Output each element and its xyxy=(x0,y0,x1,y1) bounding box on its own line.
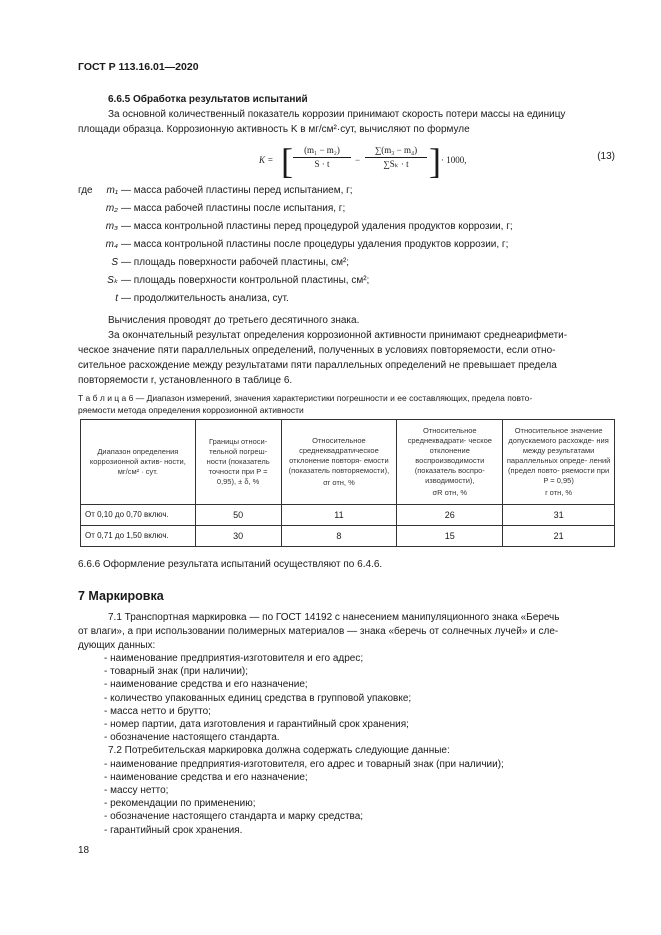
list-7-1 xyxy=(104,652,624,837)
variable-definitions xyxy=(78,185,614,311)
fraction-working xyxy=(293,145,351,169)
definition-row xyxy=(78,239,614,257)
equation-number: (13) xyxy=(597,151,615,162)
formula-multiplier: · 1000, xyxy=(441,155,467,165)
table-cell: 21 xyxy=(503,526,615,547)
where-label: где xyxy=(78,185,93,196)
paragraph-line: 7.1 Транспортная маркировка — по ГОСТ 14192 с нанесением манипуляционного знака «Беречь xyxy=(108,612,560,623)
list-item: - масса нетто и брутто; xyxy=(104,705,211,717)
formula-13 xyxy=(255,143,615,181)
fraction-denominator: ∑Sₖ · t xyxy=(383,159,409,169)
list-item: - обозначение настоящего стандарта и марку средства; xyxy=(104,811,364,823)
list-item: - обозначение настоящего стандарта. xyxy=(104,732,280,744)
paragraph-line: повторяемости r, установленного в таблице 6. xyxy=(78,375,293,386)
list-item: - наименование предприятия-изготовителя и его адрес; xyxy=(104,653,364,664)
definition-text: — площадь поверхности рабочей пластины, см²; xyxy=(121,257,350,268)
section-title: 6.6.5 Обработка результатов испытаний xyxy=(108,94,308,105)
minus-sign: − xyxy=(355,155,361,165)
fraction-numerator: ∑(m₃ − m₄) xyxy=(365,145,427,158)
definition-text: — масса контрольной пластины после процедуры удаления продуктов коррозии, г; xyxy=(121,239,509,250)
table-cell: От 0,71 до 1,50 включ. xyxy=(81,526,196,547)
definition-row xyxy=(78,221,614,239)
table-cell: 15 xyxy=(397,526,503,547)
table-cell: 11 xyxy=(281,505,397,526)
table-caption xyxy=(78,392,618,416)
caption-line: ряемости метода определения коррозионной активности xyxy=(78,405,304,415)
definition-symbol: t xyxy=(115,293,118,304)
section-7-1 xyxy=(78,611,614,653)
definition-symbol: m₃ xyxy=(105,221,118,232)
list-item: - наименование средства и его назначение; xyxy=(104,771,308,783)
definition-row xyxy=(78,185,614,203)
definition-row xyxy=(78,203,614,221)
caption-line: Т а б л и ц а 6 — Диапазон измерений, значения характеристики погрешности и ее составляющих, предела повто- xyxy=(78,393,533,403)
table-cell: От 0,10 до 0,70 включ. xyxy=(81,505,196,526)
list-item: - наименование средства и его назначение; xyxy=(104,679,308,691)
definition-text: — масса контрольной пластины перед процедурой удаления продуктов коррозии, г; xyxy=(121,221,513,232)
page-number: 18 xyxy=(78,845,90,856)
paragraph-line: За окончательный результат определения коррозионной активности принимают среднеарифмети- xyxy=(108,330,568,341)
paragraph-7-2: 7.2 Потребительская маркировка должна содержать следующие данные: xyxy=(108,745,450,757)
section-6-6-6: 6.6.6 Оформление результата испытаний осуществляют по 6.4.6. xyxy=(78,559,383,570)
paragraph-line: дующих данных: xyxy=(78,640,156,651)
list-item: - рекомендации по применению; xyxy=(104,798,256,810)
definition-text: — продолжительность анализа, сут. xyxy=(121,293,289,304)
table-cell: 50 xyxy=(195,505,281,526)
running-header: ГОСТ Р 113.16.01—2020 xyxy=(78,61,199,73)
column-header: Относительное среднеквадратическое отклонение повторя- емости (показатель повторяемости), σr отн, % xyxy=(281,420,397,505)
definition-text: — площадь поверхности контрольной пластины, см²; xyxy=(121,275,370,286)
column-header: Диапазон определения коррозионной актив- ности, мг/см² · сут. xyxy=(81,420,196,505)
table-cell: 26 xyxy=(397,505,503,526)
column-header: Относительное значение допускаемого расхожде- ния между результатами параллельных опреде- лений (предел повто- ряемости при P = 0,95) r отн, % xyxy=(503,420,615,505)
definition-symbol: m₄ xyxy=(105,239,118,250)
section-6-6-5 xyxy=(78,92,614,137)
formula-lhs: K = xyxy=(259,155,274,165)
definition-symbol: m₁ xyxy=(106,185,118,196)
table-cell: 8 xyxy=(281,526,397,547)
close-bracket: ] xyxy=(429,141,441,181)
final-result-paragraphs xyxy=(78,313,614,388)
paragraph-line: За основной количественный показатель коррозии принимают скорость потери массы на единицу xyxy=(108,109,566,120)
definition-row xyxy=(78,293,614,311)
paragraph-line: площади образца. Коррозионную активность K в мг/см²·сут, вычисляют по формуле xyxy=(78,124,470,135)
table-row xyxy=(81,505,615,526)
table-row xyxy=(81,526,615,547)
definition-text: — масса рабочей пластины после испытания, г; xyxy=(121,203,346,214)
paragraph-line: от влаги», а при использовании полимерных материалов — знака «беречь от солнечных лучей» и сле- xyxy=(78,626,559,637)
list-item: - гарантийный срок хранения. xyxy=(104,824,243,836)
definition-symbol: m₂ xyxy=(105,203,118,214)
fraction-control xyxy=(365,145,427,170)
fraction-denominator: S · t xyxy=(314,159,330,169)
list-item: - товарный знак (при наличии); xyxy=(104,666,249,678)
open-bracket: [ xyxy=(281,141,293,181)
fraction-numerator: (m₁ − m₂) xyxy=(293,145,351,158)
paragraph-line: Вычисления проводят до третьего десятичного знака. xyxy=(108,315,360,326)
definition-row xyxy=(78,257,614,275)
table-cell: 31 xyxy=(503,505,615,526)
definition-symbol: S xyxy=(111,257,118,268)
section-7-title: 7 Маркировка xyxy=(78,589,164,603)
table-cell: 30 xyxy=(195,526,281,547)
list-item: - наименование предприятия-изготовителя, его адрес и товарный знак (при наличии); xyxy=(104,758,504,770)
column-header: Границы относи- тельной погреш- ности (показатель точности при P = 0,95), ± δ, % xyxy=(195,420,281,505)
definition-symbol: Sₖ xyxy=(107,275,118,286)
definition-text: — масса рабочей пластины перед испытанием, г; xyxy=(121,185,353,196)
list-item: - массу нетто; xyxy=(104,785,169,797)
definition-row xyxy=(78,275,614,293)
list-item: - номер партии, дата изготовления и гарантийный срок хранения; xyxy=(104,719,409,731)
table-6 xyxy=(80,419,615,547)
paragraph-line: ческое значение пяти параллельных определений, полученных в условиях повторяемости, если отно- xyxy=(78,345,556,356)
list-item: - количество упакованных единиц средства в групповой упаковке; xyxy=(104,692,412,704)
table-header-row xyxy=(81,420,615,505)
column-header: Относительное среднеквадрати- ческое отклонение воспроизводимости (показатель воспро- изводимости), σR отн, % xyxy=(397,420,503,505)
paragraph-line: сительное расхождение между результатами пяти параллельных определений не превышает предела xyxy=(78,360,557,371)
